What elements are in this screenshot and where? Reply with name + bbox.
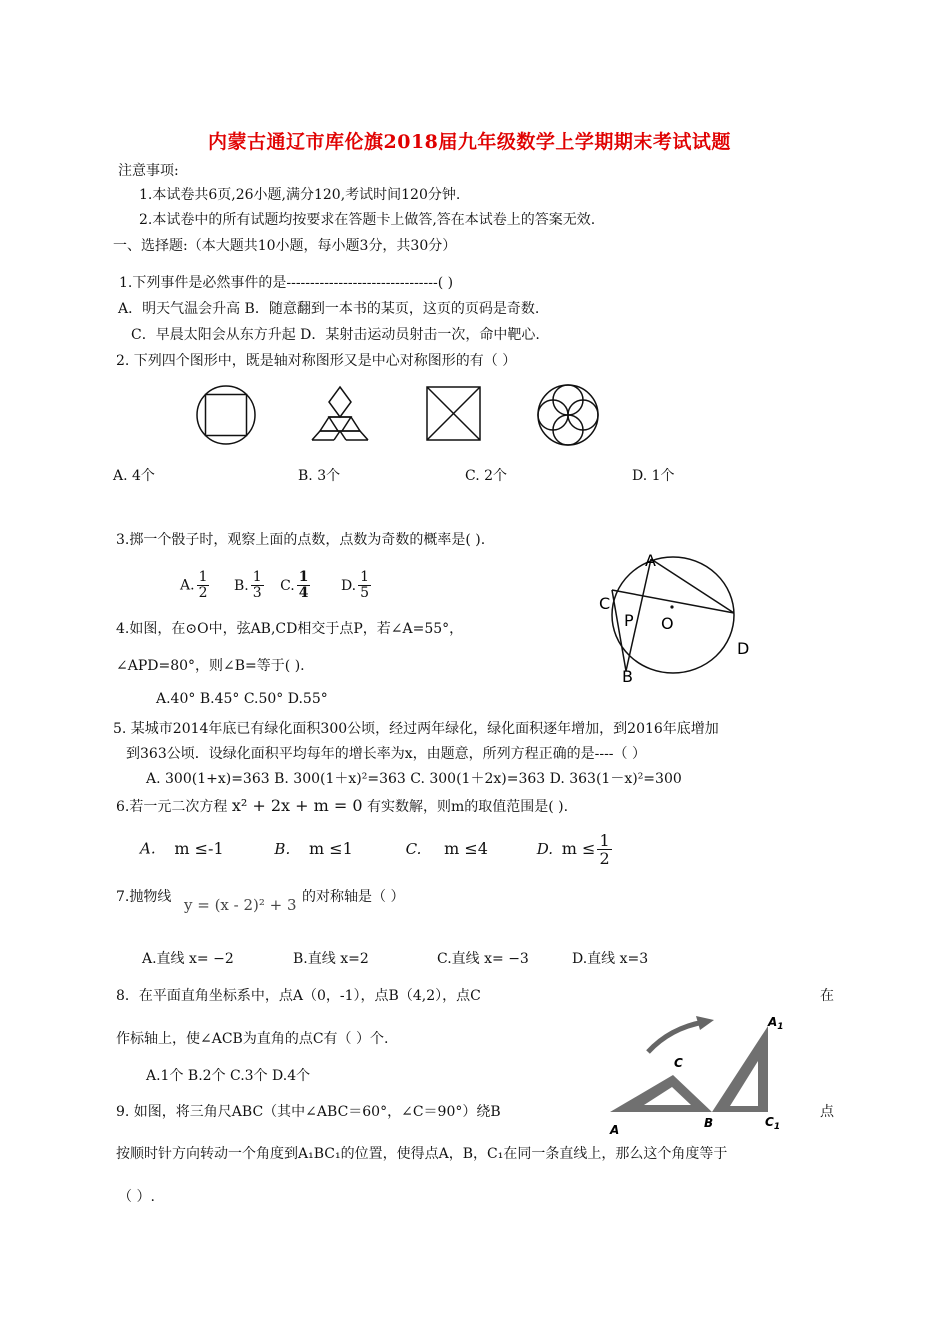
q7-equation: y = (x - 2)² + 3 (184, 896, 297, 914)
triangle-abc (610, 1075, 712, 1112)
notice-item-1: 1.本试卷共6页,26小题,满分120,考试时间120分钟. (139, 187, 461, 203)
q2-option-d: D. 1个 (632, 468, 675, 484)
q7-option-d: D.直线 x=3 (572, 951, 649, 967)
q5-line2: 到363公顷．设绿化面积平均每年的增长率为x，由题意，所列方程正确的是----（ ） (126, 746, 646, 762)
q3-label-c: C. (280, 577, 295, 594)
q6-option-a: m ≤-1 (174, 838, 224, 858)
point-p-label: P (624, 611, 634, 630)
q6-option-b: m ≤1 (309, 838, 353, 858)
q1-stem: 1.下列事件是必然事件的是--------------------------------( ) (119, 275, 454, 291)
section-heading: 一、选择题:（本大题共10小题，每小题3分，共30分） (113, 238, 457, 254)
q7-stem-b: 的对称轴是（ ） (302, 889, 405, 905)
label-a1: $A_1$ (768, 1015, 784, 1032)
q6-label-c: C. (405, 839, 422, 858)
q3-label-a: A. (180, 577, 195, 594)
q3-frac-c: $\frac{1}{4}$ (298, 569, 309, 601)
q3-label-d: D. (340, 577, 357, 594)
q9-triangle-figure (600, 1012, 800, 1140)
point-d-label: D (737, 639, 750, 658)
point-o-label: O (661, 614, 674, 633)
q2-figures (190, 378, 610, 450)
q6-options (140, 832, 614, 867)
rotation-arrow (648, 1022, 704, 1052)
q8-line2: 作标轴上，使∠ACB为直角的点C有（ ）个. (116, 1031, 389, 1047)
q6-option-d: m ≤ (561, 838, 596, 858)
notice-item-2: 2.本试卷中的所有试题均按要求在答题卡上做答,答在本试卷上的答案无效. (139, 212, 596, 228)
q4-options: A.40° B.45° C.50° D.55° (156, 691, 328, 707)
q7-option-b: B.直线 x=2 (293, 951, 369, 967)
q3-stem: 3.掷一个骰子时，观察上面的点数，点数为奇数的概率是( ). (116, 532, 486, 548)
q5-line1: 5. 某城市2014年底已有绿化面积300公顷，经过两年绿化，绿化面积逐年增加，到2016年底增加 (113, 721, 719, 737)
triangle-a1bc1 (712, 1026, 768, 1112)
q7-option-a: A.直线 x= −2 (142, 951, 234, 967)
q9-line2: 按顺时针方向转动一个角度到A₁BC₁的位置，使得点A，B，C₁在同一条直线上，那么这个角度等于 (116, 1146, 728, 1162)
q2-option-a: A. 4个 (113, 468, 155, 484)
point-b-label: B (622, 667, 633, 686)
q9-line3: （ ）. (118, 1189, 155, 1205)
q3-frac-a: $\frac{1}{2}$ (198, 569, 208, 601)
q6-option-c: m ≤4 (444, 838, 488, 858)
q8-options: A.1个 B.2个 C.3个 D.4个 (146, 1068, 311, 1084)
q8-line1: 8．在平面直角坐标系中，点A（0，-1），点B（4,2），点C (116, 988, 481, 1004)
q3-label-b: B. (233, 577, 249, 594)
page-title: 内蒙古通辽市库伦旗2018届九年级数学上学期期末考试试题 (208, 131, 731, 153)
figure-circle-petals (538, 385, 598, 445)
point-c-label: C (599, 594, 611, 613)
figure-three-rhombi (312, 387, 368, 440)
label-c1: $C_1$ (765, 1115, 781, 1132)
q9-line1-end: 点 (820, 1104, 834, 1120)
q5-options: A. 300(1+x)=363 B. 300(1＋x)²=363 C. 300(1＋2x)=363 D. 363(1－x)²=300 (146, 771, 682, 787)
q3-frac-b: $\frac{1}{3}$ (252, 569, 262, 601)
q4-line1: 4.如图，在⊙O中，弦AB,CD相交于点P，若∠A=55°， (116, 621, 464, 637)
point-a-label: A (645, 551, 656, 570)
label-a: A (610, 1123, 620, 1137)
q1-options-line2: C．早晨太阳会从东方升起 D．某射击运动员射击一次，命中靶心. (131, 327, 540, 343)
q2-stem: 2. 下列四个图形中，既是轴对称图形又是中心对称图形的有（ ） (116, 353, 517, 369)
q2-option-b: B. 3个 (298, 468, 341, 484)
q6-label-d: D. (536, 839, 554, 858)
q6-stem-b: 有实数解，则m的取值范围是( ). (367, 799, 569, 815)
q6-stem (116, 796, 568, 816)
q7-option-c: C.直线 x= −3 (437, 951, 529, 967)
q7-stem-a: 7.抛物线 (116, 889, 172, 905)
figure-square-in-circle (197, 386, 255, 444)
notice-heading: 注意事项: (118, 163, 179, 179)
figure-square-diagonals (427, 387, 480, 440)
q6-label-a: A. (140, 839, 156, 858)
q6-frac: $\frac{1}{2}$ (599, 831, 610, 868)
q4-circle-figure (590, 548, 770, 688)
label-b: B (704, 1116, 714, 1130)
q6-equation: x² + 2x + m = 0 (231, 796, 363, 815)
q4-line2: ∠APD=80°，则∠B=等于( ). (116, 658, 305, 674)
q6-stem-a: 6.若一元二次方程 (116, 799, 228, 815)
q9-line1: 9. 如图，将三角尺ABC（其中∠ABC＝60°，∠C＝90°）绕B (116, 1104, 501, 1120)
arrow-head-icon (696, 1016, 714, 1030)
q2-option-c: C. 2个 (465, 468, 508, 484)
q3-options (180, 570, 373, 601)
label-c: C (674, 1056, 683, 1070)
q8-line1-end: 在 (820, 988, 834, 1004)
q3-frac-d: $\frac{1}{5}$ (360, 569, 370, 601)
q1-options-line1: A．明天气温会升高 B．随意翻到一本书的某页，这页的页码是奇数. (118, 301, 540, 317)
q6-label-b: B. (274, 839, 291, 858)
